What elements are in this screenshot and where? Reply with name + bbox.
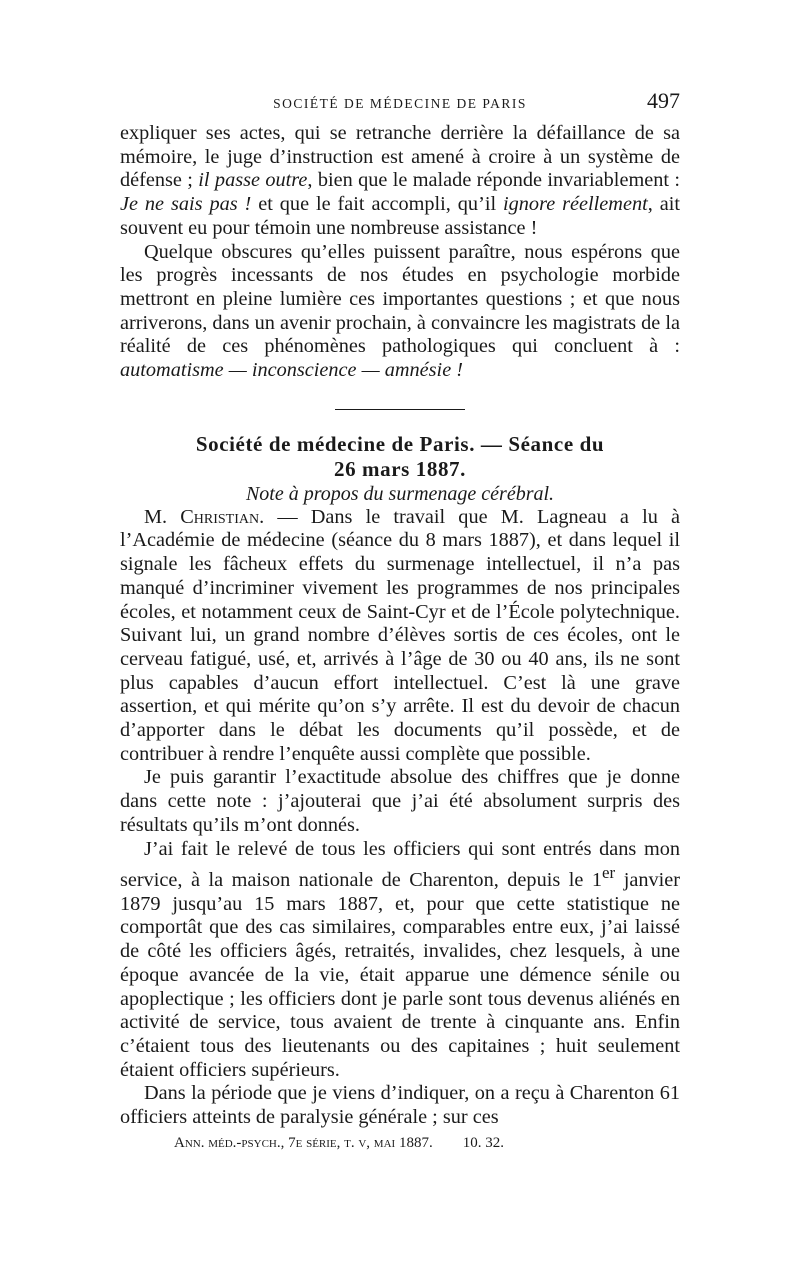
italic-run: automatisme — inconscience — amnésie !: [120, 359, 464, 382]
text-run: , ait souvent eu pour témoin une nombreuse assistance !: [120, 193, 680, 239]
section-divider: [335, 409, 465, 410]
footer: [120, 1132, 680, 1154]
section-title: [120, 432, 680, 482]
paragraph-1: [120, 122, 680, 241]
page: [120, 88, 680, 1154]
body-text: [120, 122, 680, 1130]
signature-mark: 10. 32.: [462, 1134, 504, 1151]
text-run: et que le fait accompli, qu’il: [251, 193, 504, 216]
italic-run: Je ne sais pas !: [120, 193, 252, 216]
footer-citation: Ann. méd.-psych., 7e série, t. v, mai 1887.: [174, 1134, 433, 1151]
superscript: er: [602, 863, 616, 883]
speaker-name: M. Christian.: [144, 505, 265, 528]
italic-run: ignore réellement: [503, 193, 648, 216]
paragraph-5: [120, 838, 680, 1083]
paragraph-6: Dans la période que je viens d’indiquer, on a reçu à Charenton 61 officiers atteints de paralysie générale ; sur ces: [120, 1082, 680, 1129]
section-title-line-1: Société de médecine de Paris. — Séance du: [195, 431, 605, 456]
text-run: janvier 1879 jusqu’au 15 mars 1887, et, pour que cette statistique ne comportât que des cas similaires, comparables entre eux, j’ai laissé de côté les officiers âgés, retraités, invalides, chez lesquels, à une époque avancée de la vie, était apparue une démence sénile ou apoplectique ; les officiers dont je parle sont tous devenus aliénés en activité de service, tous avaient de trente à cinquante ans. Enfin c’étaient tous des lieutenants ou des capitaines ; huit seulement étaient officiers supérieurs.: [120, 869, 681, 1081]
text-run: Quelque obscures qu’elles puissent paraître, nous espérons que les progrès incessants de nos études en psychologie morbide mettront en pleine lumière ces importantes questions ; et que nous arriverons, dans un avenir prochain, à convaincre les magistrats de la réalité de ces phénomènes pathologiques qui concluent à :: [120, 240, 680, 358]
text-run: J’ai fait le relevé de tous les officiers qui sont entrés dans mon service, à la maison nationale de Charenton, depuis le 1: [120, 837, 680, 892]
text-run: , bien que le malade réponde invariablement :: [307, 169, 680, 192]
section-title-line-2: 26 mars 1887.: [333, 456, 467, 481]
paragraph-2: [120, 241, 680, 383]
section-subtitle: Note à propos du surmenage cérébral.: [245, 482, 555, 505]
page-number: 497: [647, 88, 680, 113]
running-head: [120, 88, 680, 122]
paragraph-4: Je puis garantir l’exactitude absolue des chiffres que je donne dans cette note : j’ajouterai que j’ai été absolument surpris des résultats qu’ils m’ont donnés.: [120, 766, 680, 836]
text-run: — Dans le travail que M. Lagneau a lu à l’Académie de médecine (séance du 8 mars 1887), et dans lequel il signale les fâcheux effets du surmenage intellectuel, il n’a pas manqué d’incriminer vivement les programmes de nos principales écoles, et notamment ceux de Saint-Cyr et de l’École polytechnique. Suivant lui, un grand nombre d’élèves sortis de ces écoles, ont le cerveau fatigué, usé, et, arrivés à l’âge de 30 ou 40 ans, ils ne sont plus capables d’aucun effort intellectuel. C’est là une grave assertion, et qui mérite qu’on s’y arrête. Il est du devoir de chacun d’apporter dans le débat les documents qu’il possède, et de contribuer à rendre l’enquête aussi complète que possible.: [120, 505, 680, 765]
italic-run: il passe outre: [198, 169, 308, 192]
text-run: expliquer ses actes, qui se retranche derrière la défaillance de sa mémoire, le juge d’instruction est amené à croire à un système de défense ;: [120, 122, 680, 192]
paragraph-3: [120, 506, 680, 767]
running-head-title: SOCIÉTÉ DE MÉDECINE DE PARIS: [273, 96, 527, 111]
